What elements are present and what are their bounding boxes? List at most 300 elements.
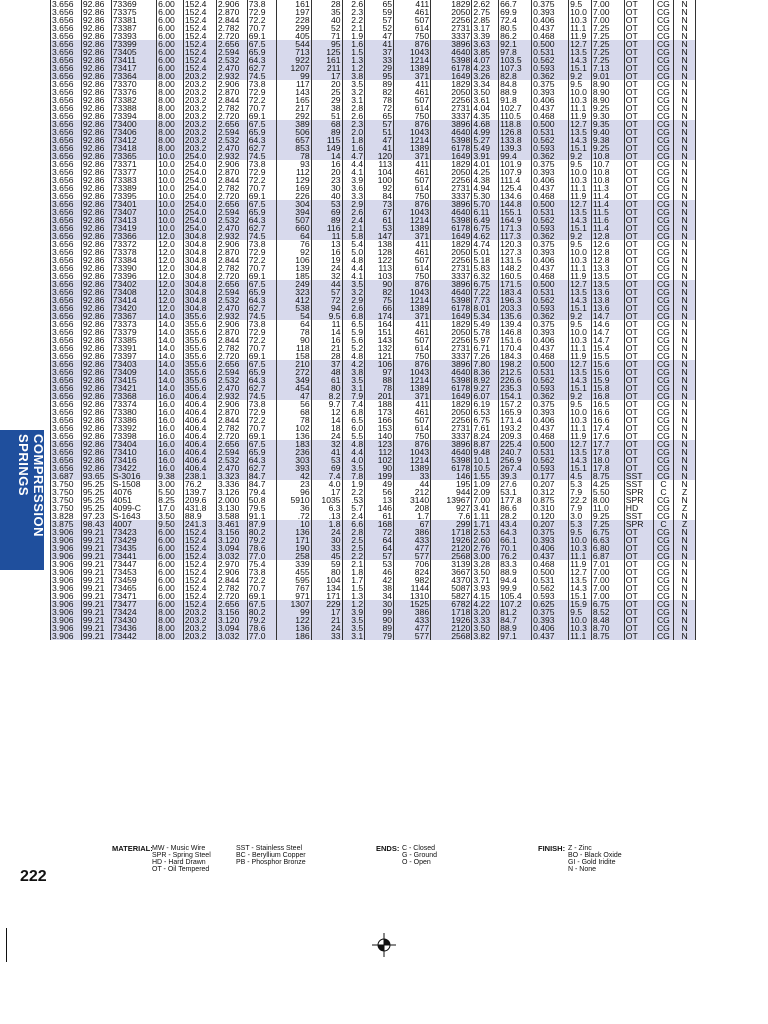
table-cell: 14.0 (157, 368, 184, 376)
table-cell: S-1643 (111, 512, 156, 520)
table-row (51, 584, 696, 592)
table-cell: 6.00 (157, 0, 184, 8)
table-cell: 8.00 (157, 144, 184, 152)
table-cell: 4.25 (591, 480, 624, 488)
table-cell: 147 (365, 232, 394, 240)
table-cell: 3.906 (51, 544, 82, 552)
table-cell: 105.4 (499, 592, 532, 600)
table-cell: 0.375 (532, 0, 569, 8)
table-cell: 0.593 (532, 384, 569, 392)
table-cell: 2256 (431, 176, 472, 184)
table-cell: 13.8 (591, 296, 624, 304)
table-cell: 15.4 (591, 344, 624, 352)
table-cell: 102 (276, 424, 311, 432)
table-cell: 1.11 (472, 512, 499, 520)
table-cell: OT (624, 24, 653, 32)
table-cell: 3.656 (51, 272, 82, 280)
table-cell: 89 (365, 80, 394, 88)
table-cell: 160.5 (499, 272, 532, 280)
table-cell: 92.86 (81, 360, 111, 368)
table-cell: 70.7 (247, 264, 276, 272)
table-cell: CG (653, 200, 674, 208)
table-cell: 1.09 (472, 480, 499, 488)
table-cell: 165 (276, 96, 311, 104)
table-cell: 3.656 (51, 440, 82, 448)
table-cell: 48 (311, 368, 342, 376)
table-cell: 139 (276, 264, 311, 272)
table-cell: 73378 (111, 248, 156, 256)
table-cell: 21 (311, 344, 342, 352)
table-cell: 73374 (111, 400, 156, 408)
table-cell: 614 (394, 344, 431, 352)
table-cell: 2.532 (216, 376, 247, 384)
table-cell: 241.3 (183, 520, 216, 528)
table-cell: 171.3 (499, 224, 532, 232)
table-cell: 73410 (111, 448, 156, 456)
table-cell: 13.5 (569, 208, 592, 216)
table-cell: 190 (276, 544, 311, 552)
table-cell: 203.2 (183, 96, 216, 104)
table-cell: 0.500 (532, 40, 569, 48)
table-cell: 92.86 (81, 304, 111, 312)
table-cell: OT (624, 560, 653, 568)
table-cell: OT (624, 128, 653, 136)
table-cell: 92.86 (81, 416, 111, 424)
table-cell: 5398 (431, 376, 472, 384)
table-cell: 62.7 (247, 64, 276, 72)
table-row (51, 496, 696, 504)
table-cell: 304.8 (183, 248, 216, 256)
table-cell: 73.8 (247, 160, 276, 168)
table-cell: 3.130 (216, 504, 247, 512)
table-cell: 203.2 (183, 88, 216, 96)
table-cell: 102.7 (499, 104, 532, 112)
table-cell: 4.38 (472, 176, 499, 184)
table-cell: 143 (276, 88, 311, 96)
table-cell: 11.1 (569, 344, 592, 352)
table-cell: 1214 (394, 376, 431, 384)
table-cell: 411 (394, 160, 431, 168)
table-cell: CG (653, 40, 674, 48)
table-cell: 73396 (111, 272, 156, 280)
table-cell: 76.2 (499, 552, 532, 560)
table-cell: 73385 (111, 336, 156, 344)
table-cell: 507 (394, 96, 431, 104)
table-cell: 1.8 (311, 520, 342, 528)
table-cell: N (674, 288, 696, 296)
table-cell: 3896 (431, 440, 472, 448)
table-cell: 3.656 (51, 456, 82, 464)
table-cell: 9.50 (157, 520, 184, 528)
table-cell: 12.6 (591, 240, 624, 248)
table-cell: CG (653, 384, 674, 392)
table-cell: N (674, 512, 696, 520)
table-cell: 16.0 (157, 432, 184, 440)
table-cell: N (674, 184, 696, 192)
table-cell: 3.656 (51, 0, 82, 8)
table-cell: 9.38 (157, 472, 184, 480)
table-cell: 203.2 (183, 72, 216, 80)
table-cell: 65.9 (247, 208, 276, 216)
table-cell: OT (624, 264, 653, 272)
table-cell: 2.470 (216, 224, 247, 232)
table-cell: 9.5 (569, 160, 592, 168)
table-cell: 1.3 (342, 56, 365, 64)
table-cell: 24 (311, 528, 342, 536)
table-cell: .13 (311, 512, 342, 520)
table-cell: CG (653, 424, 674, 432)
table-cell: N (674, 80, 696, 88)
table-cell: 146 (431, 472, 472, 480)
table-cell: 14.7 (591, 328, 624, 336)
table-cell: 10.0 (569, 328, 592, 336)
table-cell: 73402 (111, 280, 156, 288)
table-cell: 461 (394, 328, 431, 336)
table-cell: CG (653, 608, 674, 616)
table-cell: 99.21 (81, 600, 111, 608)
table-cell: 183.4 (499, 288, 532, 296)
table-cell: 3337 (431, 272, 472, 280)
table-cell: CG (653, 312, 674, 320)
table-cell: 1.5 (342, 48, 365, 56)
table-cell: 17.4 (591, 424, 624, 432)
table-cell: OT (624, 360, 653, 368)
table-cell: 6.3 (311, 504, 342, 512)
table-cell: 4.4 (342, 264, 365, 272)
table-cell: 254.0 (183, 216, 216, 224)
table-cell: CG (653, 408, 674, 416)
table-cell: 750 (394, 432, 431, 440)
table-cell: N (674, 280, 696, 288)
table-cell: 16.0 (157, 448, 184, 456)
table-cell: CG (653, 296, 674, 304)
table-cell: 323 (276, 288, 311, 296)
table-cell: N (674, 448, 696, 456)
table-cell: OT (624, 408, 653, 416)
table-cell: 152.4 (183, 32, 216, 40)
table-cell: 125 (311, 48, 342, 56)
table-cell: 3.656 (51, 376, 82, 384)
table-cell: 6.63 (591, 536, 624, 544)
table-cell: 454 (276, 384, 311, 392)
table-cell: 72.9 (247, 328, 276, 336)
table-cell: 1525 (394, 600, 431, 608)
table-cell: 73380 (111, 408, 156, 416)
table-cell: 0.437 (532, 184, 569, 192)
table-cell: 12.7 (569, 440, 592, 448)
table-cell: 67 (394, 520, 431, 528)
table-cell: 11.5 (591, 208, 624, 216)
table-cell: CG (653, 192, 674, 200)
table-cell: 254.0 (183, 200, 216, 208)
table-cell: CG (653, 0, 674, 8)
table-row (51, 536, 696, 544)
table-cell: 6.00 (157, 600, 184, 608)
table-cell: 81.2 (499, 608, 532, 616)
table-cell: 5.8 (342, 232, 365, 240)
table-cell: OT (624, 184, 653, 192)
table-cell: 17 (311, 72, 342, 80)
table-cell: 2.844 (216, 416, 247, 424)
table-cell: 92.86 (81, 440, 111, 448)
table-cell: 2.870 (216, 8, 247, 16)
table-cell: 9.5 (569, 400, 592, 408)
table-cell: OT (624, 272, 653, 280)
table-cell: 67.5 (247, 600, 276, 608)
table-cell: 2.000 (216, 496, 247, 504)
table-cell: OT (624, 608, 653, 616)
table-cell: 412 (276, 296, 311, 304)
table-cell: 3.656 (51, 304, 82, 312)
table-cell: 0.375 (532, 240, 569, 248)
table-cell: 92.86 (81, 64, 111, 72)
table-cell: 184.3 (499, 352, 532, 360)
table-cell: 209.6 (183, 496, 216, 504)
table-cell: 99.21 (81, 544, 111, 552)
table-cell: 99.21 (81, 536, 111, 544)
table-cell: 4.4 (342, 160, 365, 168)
table-cell: 16.0 (157, 424, 184, 432)
table-cell: 73415 (111, 376, 156, 384)
table-cell: 203.2 (183, 104, 216, 112)
table-cell: CG (653, 576, 674, 584)
table-cell: 3.094 (216, 624, 247, 632)
table-cell: 12.7 (569, 200, 592, 208)
table-row (51, 128, 696, 136)
table-cell: 2.932 (216, 392, 247, 400)
table-cell: Z (674, 520, 696, 528)
table-cell: 115 (311, 136, 342, 144)
table-cell: 3.656 (51, 392, 82, 400)
table-row (51, 176, 696, 184)
table-cell: 5398 (431, 216, 472, 224)
table-cell: 2.3 (342, 120, 365, 128)
table-cell: 406.4 (183, 408, 216, 416)
table-cell: 64.3 (247, 216, 276, 224)
table-cell: 73419 (111, 224, 156, 232)
table-cell: 8.75 (591, 632, 624, 640)
table-cell: 3.6 (342, 184, 365, 192)
table-cell: 5.5 (342, 432, 365, 440)
table-cell: 136 (276, 624, 311, 632)
table-cell: 73394 (111, 112, 156, 120)
table-cell: 6.07 (472, 392, 499, 400)
table-cell: 2731 (431, 24, 472, 32)
table-cell: N (674, 624, 696, 632)
table-cell: 7.26 (472, 352, 499, 360)
table-cell: 73388 (111, 104, 156, 112)
table-cell: 0.375 (532, 400, 569, 408)
table-cell: 56 (276, 400, 311, 408)
table-cell: 212 (394, 488, 431, 496)
table-cell: 64.3 (499, 528, 532, 536)
table-cell: 4.2 (342, 360, 365, 368)
table-cell: OT (624, 16, 653, 24)
table-cell: 203.2 (183, 80, 216, 88)
table-cell: 11.6 (591, 216, 624, 224)
table-cell: 10.0 (157, 152, 184, 160)
table-cell: 92.86 (81, 264, 111, 272)
table-row (51, 624, 696, 632)
table-cell: 4640 (431, 208, 472, 216)
table-row (51, 352, 696, 360)
table-row (51, 112, 696, 120)
table-cell: 2.5 (342, 544, 365, 552)
table-cell: 92.86 (81, 256, 111, 264)
table-cell: 89 (311, 216, 342, 224)
table-cell: 15.1 (569, 592, 592, 600)
table-cell: 5.83 (472, 264, 499, 272)
table-cell: 90 (365, 280, 394, 288)
table-cell: N (674, 176, 696, 184)
table-cell: 2.844 (216, 176, 247, 184)
table-cell: 7.6 (431, 512, 472, 520)
table-cell: N (674, 440, 696, 448)
table-row (51, 432, 696, 440)
table-cell: 2.60 (472, 536, 499, 544)
table-cell: 944 (431, 488, 472, 496)
table-cell: HD (624, 504, 653, 512)
table-cell: 73364 (111, 72, 156, 80)
table-cell: 5827 (431, 592, 472, 600)
table-cell: 74.5 (247, 72, 276, 80)
table-cell: 3.906 (51, 624, 82, 632)
table-cell: 92.86 (81, 48, 111, 56)
table-cell: 132 (365, 344, 394, 352)
table-row (51, 144, 696, 152)
table-cell: 254.0 (183, 184, 216, 192)
table-cell: 6.75 (472, 416, 499, 424)
table-cell: 73418 (111, 144, 156, 152)
table-cell: 0.437 (532, 104, 569, 112)
table-cell: 113 (365, 264, 394, 272)
table-cell: 9.5 (569, 0, 592, 8)
table-cell: 507 (394, 176, 431, 184)
table-cell: 3.656 (51, 320, 82, 328)
table-row (51, 416, 696, 424)
table-cell: 74.5 (247, 392, 276, 400)
table-cell: 8.87 (472, 440, 499, 448)
table-cell: .53 (342, 496, 365, 504)
table-cell: 14.0 (157, 384, 184, 392)
table-cell: CG (653, 320, 674, 328)
table-cell: 8.00 (157, 632, 184, 640)
table-cell: 203.3 (499, 304, 532, 312)
table-row (51, 16, 696, 24)
table-cell: 203.2 (183, 120, 216, 128)
table-cell: 3.656 (51, 424, 82, 432)
table-cell: 16.0 (157, 456, 184, 464)
table-cell: 0.406 (532, 176, 569, 184)
table-cell: 3.656 (51, 344, 82, 352)
table-cell: 10.0 (157, 160, 184, 168)
table-cell: 62.7 (247, 304, 276, 312)
table-cell: Z (674, 504, 696, 512)
table-cell: 0.531 (532, 448, 569, 456)
table-cell: 5.50 (591, 488, 624, 496)
table-cell: 304.8 (183, 304, 216, 312)
table-cell: 6.75 (591, 600, 624, 608)
table-cell: 406.4 (183, 424, 216, 432)
table-cell: 15.5 (591, 352, 624, 360)
table-cell: 254.0 (183, 168, 216, 176)
table-cell: CG (653, 168, 674, 176)
table-cell: 143 (365, 336, 394, 344)
table-cell: 6178 (431, 144, 472, 152)
table-cell: 3.1 (342, 96, 365, 104)
table-cell: CG (653, 552, 674, 560)
table-cell: 3.656 (51, 144, 82, 152)
table-cell: N (674, 64, 696, 72)
table-cell: 68 (311, 120, 342, 128)
table-cell: 90 (365, 616, 394, 624)
table-cell: 5398 (431, 136, 472, 144)
table-cell: 7.73 (472, 296, 499, 304)
table-cell: 203.2 (183, 624, 216, 632)
table-cell: 8.25 (157, 496, 184, 504)
table-cell: 2.844 (216, 256, 247, 264)
table-cell: 0.468 (532, 192, 569, 200)
table-cell: 14.3 (569, 296, 592, 304)
table-cell: 2.782 (216, 104, 247, 112)
table-row (51, 544, 696, 552)
table-cell: 154.1 (499, 392, 532, 400)
table-cell: 24 (311, 264, 342, 272)
table-cell: 92.86 (81, 392, 111, 400)
table-cell: 304.8 (183, 256, 216, 264)
table-cell: 157.2 (499, 400, 532, 408)
table-cell: 2050 (431, 248, 472, 256)
table-cell: CG (653, 464, 674, 472)
table-cell: 3.656 (51, 192, 82, 200)
table-cell: 73465 (111, 584, 156, 592)
table-cell: 4640 (431, 288, 472, 296)
table-cell: 3.032 (216, 552, 247, 560)
table-cell: 0.362 (532, 72, 569, 80)
table-cell: 72.2 (247, 336, 276, 344)
table-cell: 8.00 (157, 608, 184, 616)
table-cell: 73477 (111, 600, 156, 608)
table-cell: 6.19 (472, 400, 499, 408)
table-cell: N (674, 568, 696, 576)
table-cell: 2.09 (472, 488, 499, 496)
table-cell: 2.906 (216, 80, 247, 88)
table-cell: 113 (365, 160, 394, 168)
table-cell: N (674, 416, 696, 424)
table-cell: 8.00 (157, 72, 184, 80)
table-cell: 13.5 (569, 368, 592, 376)
table-cell: 0.593 (532, 304, 569, 312)
table-cell: 3.656 (51, 80, 82, 88)
table-cell: 97.1 (499, 632, 532, 640)
table-cell: OT (624, 568, 653, 576)
table-cell: 87.9 (247, 520, 276, 528)
table-cell: N (674, 360, 696, 368)
table-cell: 69.1 (247, 432, 276, 440)
table-cell: CG (653, 232, 674, 240)
table-cell: 67.5 (247, 360, 276, 368)
table-cell: 0.531 (532, 128, 569, 136)
table-cell: 5.7 (342, 504, 365, 512)
table-cell: 37 (365, 48, 394, 56)
table-cell: 11.9 (569, 112, 592, 120)
table-cell: 84.7 (499, 616, 532, 624)
table-cell: OT (624, 544, 653, 552)
table-cell: 3.8 (342, 368, 365, 376)
table-row (51, 400, 696, 408)
table-cell: 203.2 (183, 136, 216, 144)
table-cell: 73.8 (247, 80, 276, 88)
